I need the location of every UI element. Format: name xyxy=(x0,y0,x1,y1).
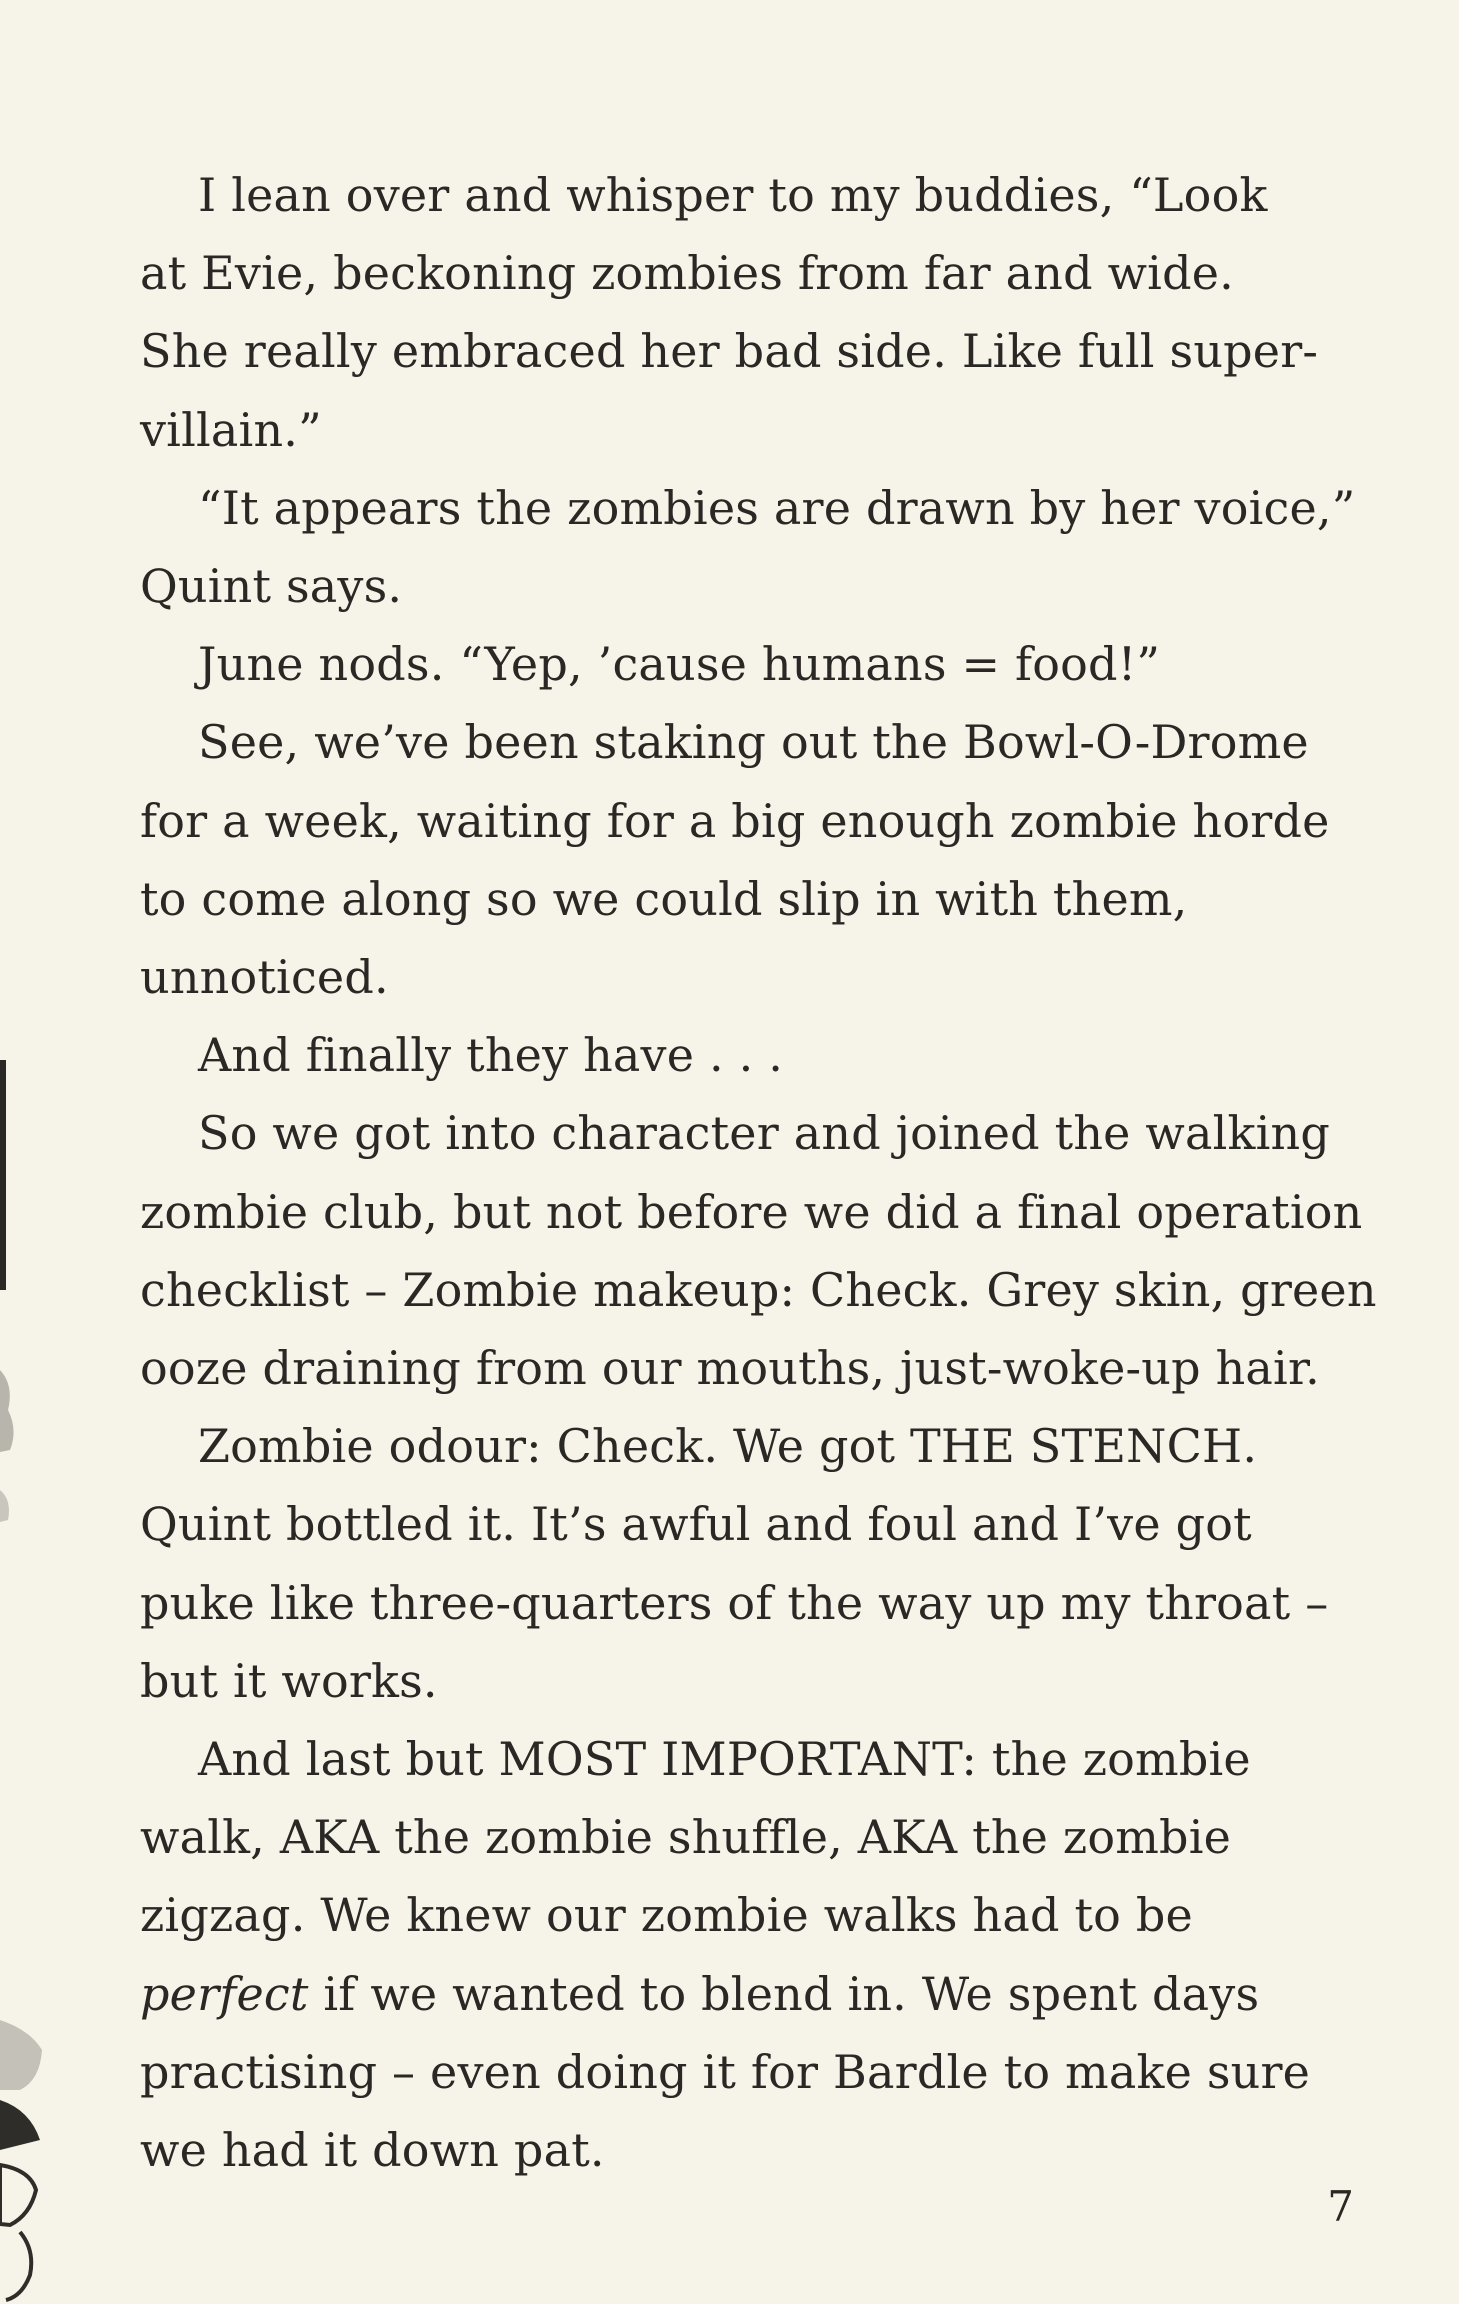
text-line xyxy=(140,1262,1377,1317)
text-line-content: zombie club, but not before we did a final operation xyxy=(140,1184,1363,1239)
text-line xyxy=(140,402,322,457)
text-line-content: at Evie, beckoning zombies from far and wide. xyxy=(140,246,1234,301)
text-line xyxy=(140,793,1330,848)
text-line-content: Quint bottled it. It’s awful and foul and I’ve got xyxy=(140,1497,1252,1552)
text-line xyxy=(140,950,389,1004)
italic-word: perfect xyxy=(140,1966,309,2021)
text-line xyxy=(198,1732,1251,1786)
text-line xyxy=(140,1966,1260,2021)
text-line xyxy=(140,1341,1320,1395)
text-line xyxy=(140,1575,1329,1630)
text-line xyxy=(140,559,403,613)
text-line-content: And last but MOST IMPORTANT: the zombie xyxy=(198,1732,1251,1786)
text-line-content: Zombie odour: Check. We got THE STENCH. xyxy=(198,1419,1258,1474)
text-line xyxy=(140,246,1234,301)
text-line-content: “It appears the zombies are drawn by her voice,” xyxy=(198,480,1356,535)
text-line xyxy=(198,480,1356,535)
text-line-content: So we got into character and joined the walking xyxy=(198,1106,1330,1161)
text-line-content: See, we’ve been staking out the Bowl-O-Drome xyxy=(198,715,1309,770)
text-line-content: villain.” xyxy=(140,402,322,457)
text-line-content: for a week, waiting for a big enough zombie horde xyxy=(140,793,1330,848)
text-line-content: checklist – Zombie makeup: Check. Grey skin, green xyxy=(140,1262,1377,1317)
text-line-content: we had it down pat. xyxy=(140,2123,605,2177)
text-line xyxy=(198,1028,784,1083)
text-line xyxy=(140,324,1319,379)
text-line xyxy=(140,1184,1363,1239)
text-line-content: puke like three-quarters of the way up my throat – xyxy=(140,1575,1329,1630)
text-line-content: but it works. xyxy=(140,1653,438,1708)
text-line-content: walk, AKA the zombie shuffle, AKA the zombie xyxy=(140,1810,1232,1865)
text-line-content: if we wanted to blend in. We spent days xyxy=(308,1966,1260,2021)
text-line xyxy=(140,1497,1252,1552)
text-line-content: ooze draining from our mouths, just-woke-up hair. xyxy=(140,1341,1320,1395)
text-line-content: zigzag. We knew our zombie walks had to be xyxy=(140,1888,1193,1943)
text-line xyxy=(140,871,1188,926)
text-line xyxy=(198,715,1309,770)
text-line-content: June nods. “Yep, ’cause humans = food!” xyxy=(198,637,1161,692)
text-line xyxy=(140,2044,1311,2099)
text-line xyxy=(198,168,1268,222)
text-line xyxy=(140,1888,1193,1943)
text-line-content: I lean over and whisper to my buddies, “Look xyxy=(198,168,1268,222)
text-line xyxy=(198,1419,1258,1474)
text-line-content: practising – even doing it for Bardle to make sure xyxy=(140,2044,1311,2099)
text-line-content: unnoticed. xyxy=(140,950,389,1004)
text-line xyxy=(140,1810,1232,1865)
page-number: 7 xyxy=(1327,2182,1354,2231)
text-line xyxy=(198,637,1161,692)
margin-illustration-fragment xyxy=(0,0,60,2304)
text-line xyxy=(140,2123,605,2177)
text-line-content: She really embraced her bad side. Like full super- xyxy=(140,324,1319,379)
text-line xyxy=(198,1106,1330,1161)
text-line-content: And finally they have . . . xyxy=(198,1028,784,1083)
text-line-content: to come along so we could slip in with them, xyxy=(140,871,1188,926)
text-line-content: Quint says. xyxy=(140,559,403,613)
text-line xyxy=(140,1653,438,1708)
